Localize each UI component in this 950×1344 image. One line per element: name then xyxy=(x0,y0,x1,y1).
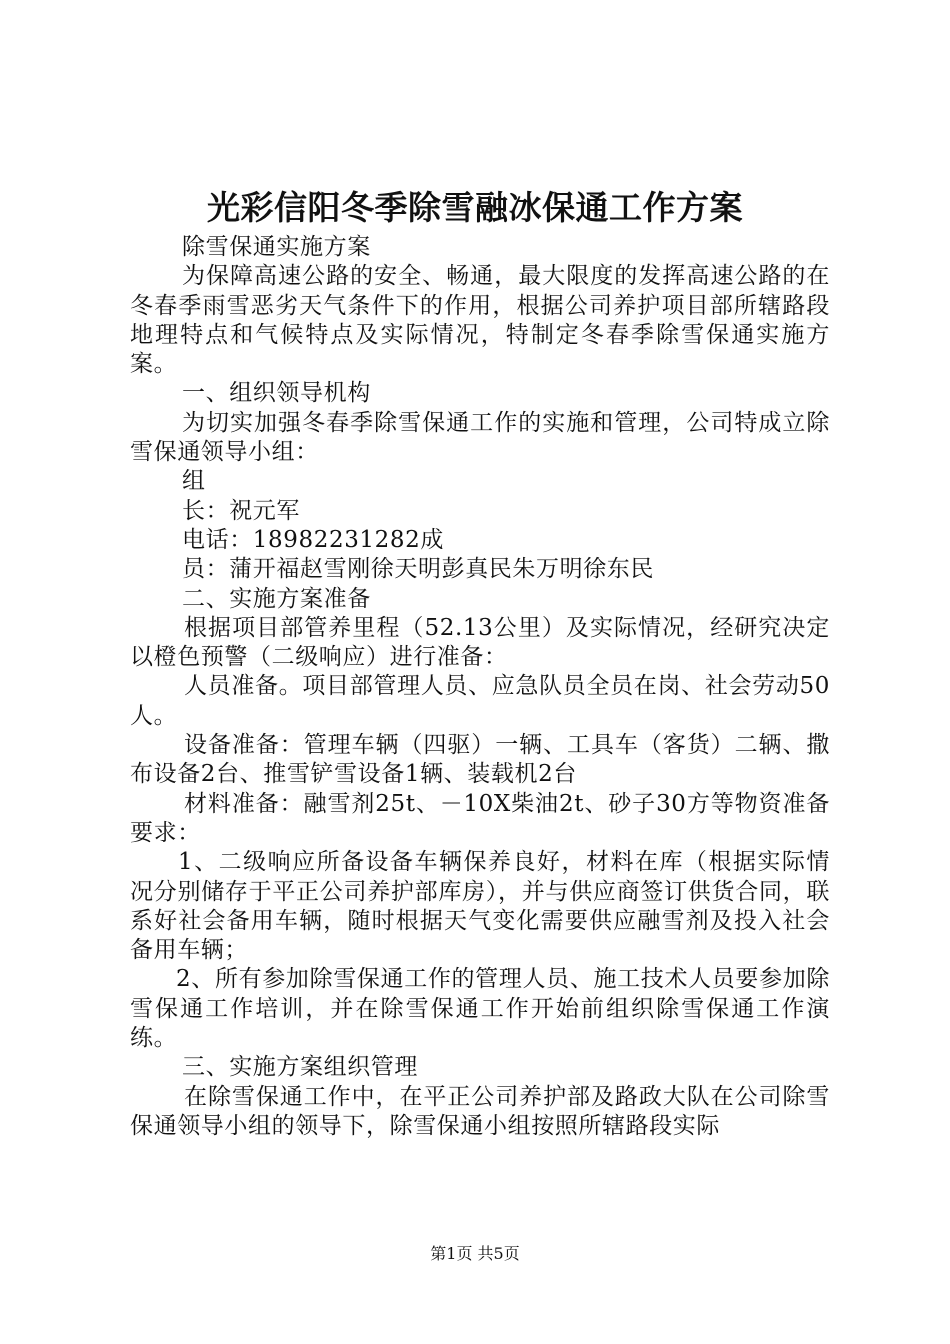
paragraph-requirement-1: 1、二级响应所备设备车辆保养良好，材料在库（根据实际情况分别储存于平正公司养护部库房），并与供应商签订供货合同，联系好社会备用车辆，随时根据天气变化需要供应融雪剂及投入社会备用车辆； xyxy=(130,849,830,964)
paragraph-personnel: 人员准备。项目部管理人员、应急队员全员在岗、社会劳动50人。 xyxy=(130,673,830,729)
page-footer: 第1页 共5页 xyxy=(430,1244,520,1263)
section-heading-3: 三、实施方案组织管理 xyxy=(182,1054,418,1081)
paragraph-intro: 为保障高速公路的安全、畅通，最大限度的发挥高速公路的在冬春季雨雪恶劣天气条件下的作用，根据公司养护项目部所辖路段地理特点和气候特点及实际情况，特制定冬春季除雪保通实施方案。 xyxy=(130,263,830,378)
document-title: 光彩信阳冬季除雪融冰保通工作方案 xyxy=(207,188,743,227)
paragraph-management: 在除雪保通工作中，在平正公司养护部及路政大队在公司除雪保通领导小组的领导下，除雪保通小组按照所辖路段实际 xyxy=(130,1083,830,1139)
section-heading-2: 二、实施方案准备 xyxy=(182,585,371,612)
paragraph-group-label: 组 xyxy=(182,468,206,495)
paragraph-materials: 材料准备：融雪剂25t、－10X柴油2t、砂子30方等物资准备要求： xyxy=(130,790,830,846)
paragraph-subtitle: 除雪保通实施方案 xyxy=(182,234,371,260)
paragraph-requirement-2: 2、所有参加除雪保通工作的管理人员、施工技术人员要参加除雪保通工作培训，并在除雪保通工作开始前组织除雪保通工作演练。 xyxy=(130,966,830,1052)
paragraph-preparation: 根据项目部管养里程（52.13公里）及实际情况，经研究决定以橙色预警（二级响应）进行准备： xyxy=(130,614,830,671)
section-heading-1: 一、组织领导机构 xyxy=(182,380,371,407)
paragraph-group-leader: 长：祝元军 xyxy=(182,497,300,524)
paragraph-members: 员：蒲开福赵雪刚徐天明彭真民朱万明徐东民 xyxy=(182,556,654,583)
paragraph-equipment: 设备准备：管理车辆（四驱）一辆、工具车（客货）二辆、撒布设备2台、推雪铲雪设备1辆、装载机2台 xyxy=(130,732,830,788)
document-body xyxy=(130,233,830,1141)
paragraph-leadership: 为切实加强冬春季除雪保通工作的实施和管理，公司特成立除雪保通领导小组： xyxy=(130,409,830,466)
paragraph-phone: 电话：18982231282成 xyxy=(182,526,444,553)
